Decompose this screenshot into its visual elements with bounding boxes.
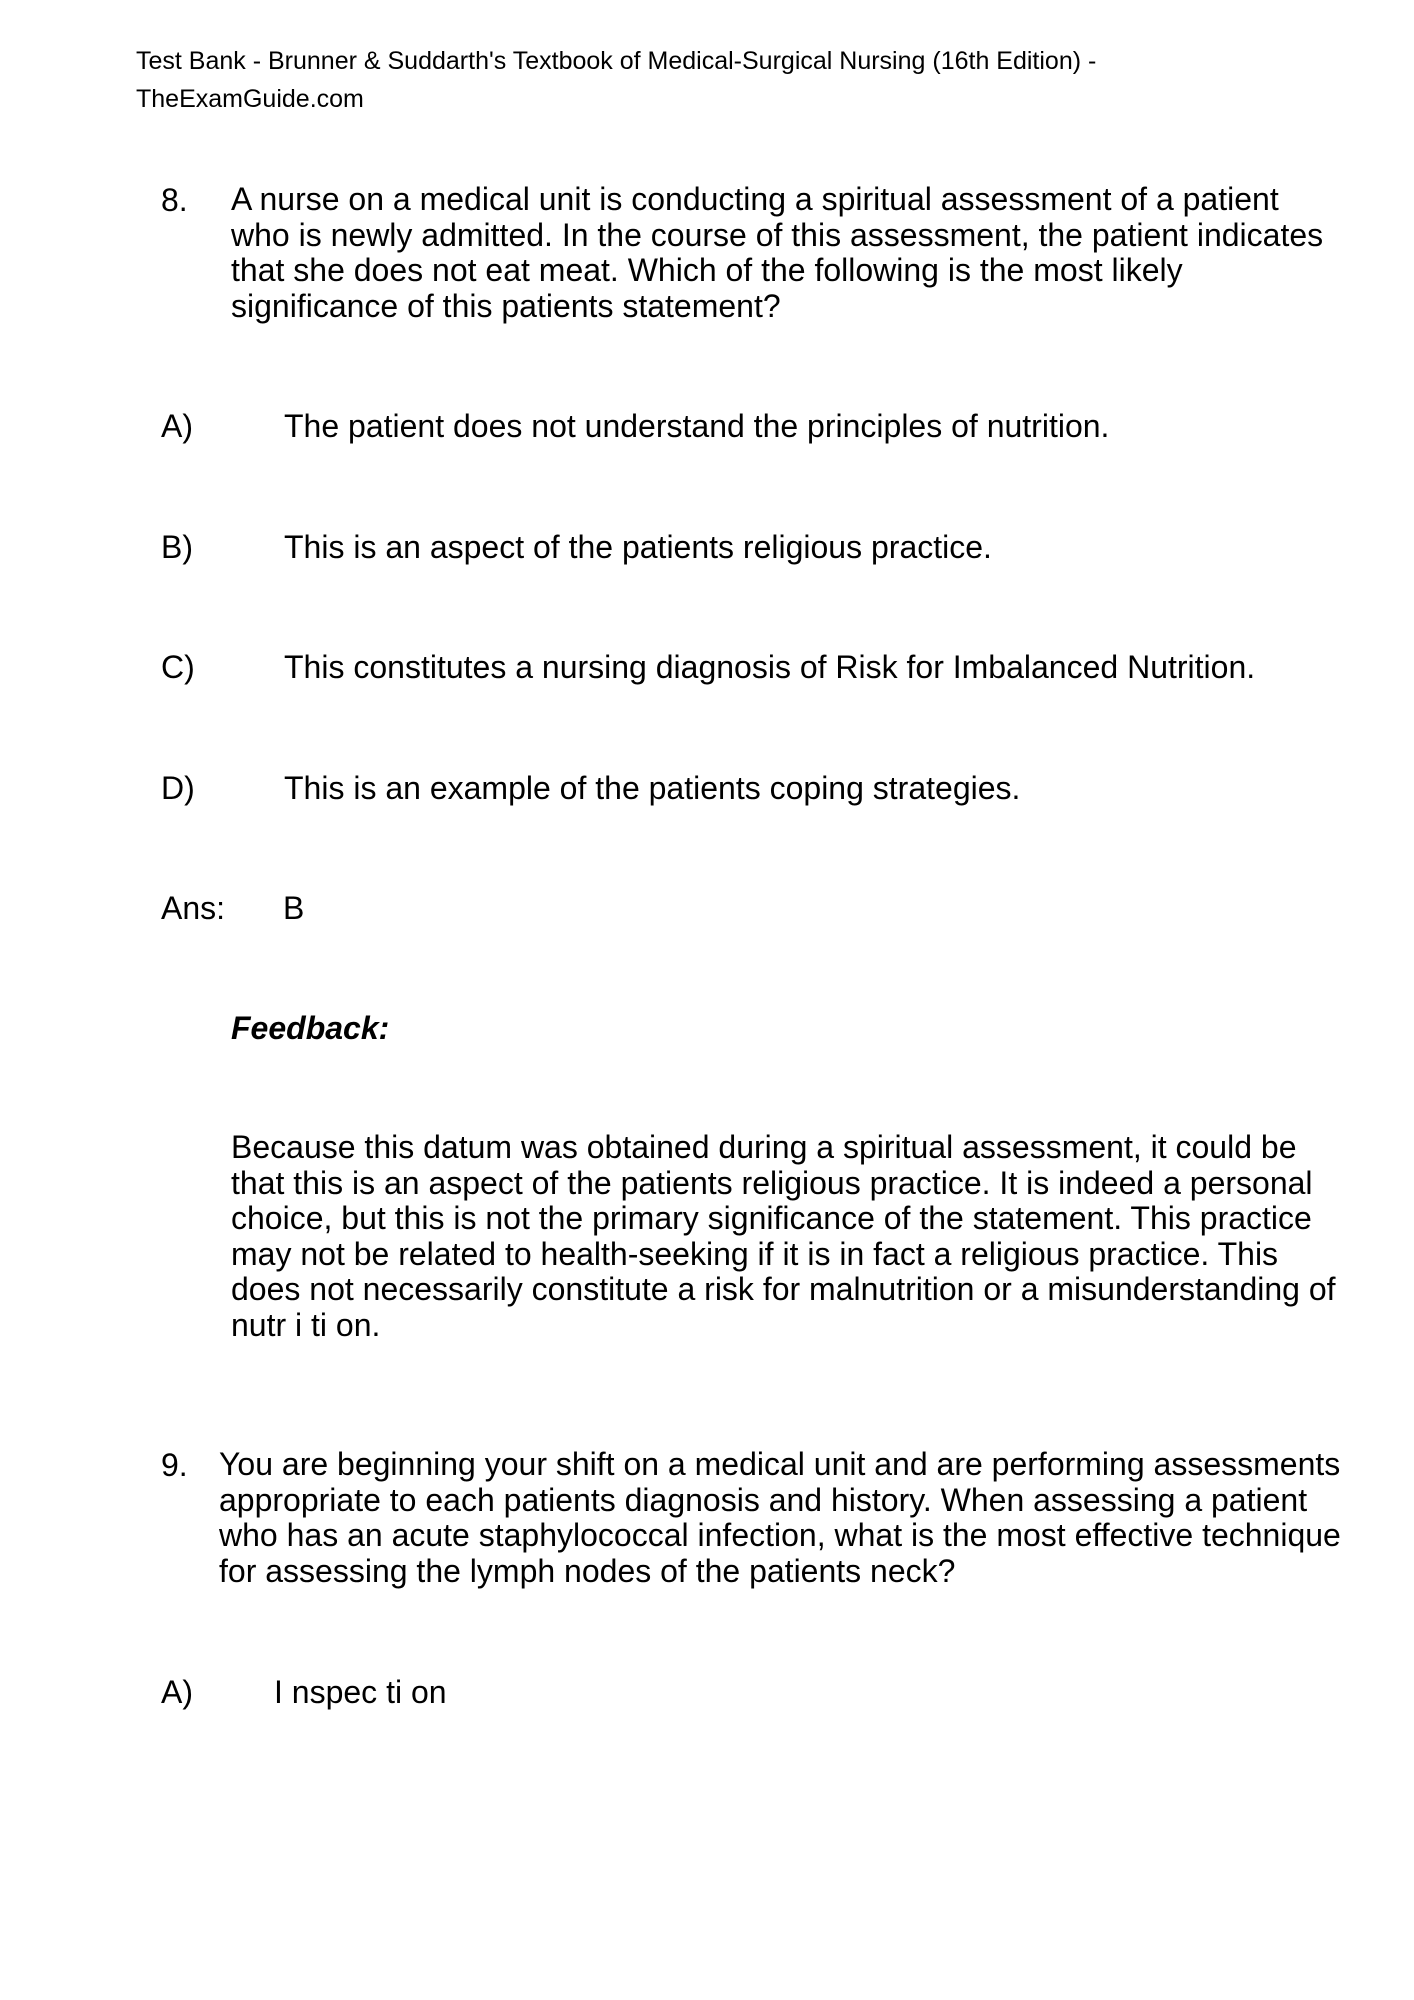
question-8-text <box>231 182 1401 324</box>
q9-option-a-letter: A) <box>161 1674 193 1710</box>
feedback-text <box>231 1130 1401 1343</box>
question-9-line: You are beginning your shift on a medical unit and are performing assessments <box>219 1446 1341 1482</box>
answer-label: Ans: <box>161 890 226 926</box>
q8-option-c-text: This constitutes a nursing diagnosis of Risk for Imbalanced Nutrition. <box>284 649 1256 685</box>
feedback-line: nutr i ti on. <box>231 1306 381 1343</box>
feedback-line: Because this datum was obtained during a spiritual assessment, it could be <box>231 1129 1297 1165</box>
header-line-2: TheExamGuide.com <box>136 85 364 113</box>
q8-option-d-text: This is an example of the patients coping strategies. <box>284 770 1021 806</box>
feedback-label: Feedback: <box>231 1010 390 1046</box>
q8-option-c-letter: C) <box>161 649 195 685</box>
question-8-line: significance of this patients statement? <box>231 287 781 324</box>
page-header <box>136 42 1316 118</box>
q8-option-d-letter: D) <box>161 770 195 806</box>
q8-option-b-letter: B) <box>161 529 193 565</box>
feedback-line: choice, but this is not the primary significance of the statement. This practice <box>231 1200 1312 1236</box>
question-9-line: for assessing the lymph nodes of the patients neck? <box>219 1552 956 1589</box>
feedback-line: that this is an aspect of the patients religious practice. It is indeed a personal <box>231 1164 1313 1201</box>
question-8-number: 8. <box>161 182 188 218</box>
feedback-line: does not necessarily constitute a risk for malnutrition or a misunderstanding of <box>231 1271 1336 1307</box>
question-9-text <box>219 1447 1409 1589</box>
question-9-number: 9. <box>161 1447 188 1483</box>
question-8-line: A nurse on a medical unit is conducting a spiritual assessment of a patient <box>231 181 1279 217</box>
question-9-line: appropriate to each patients diagnosis and history. When assessing a patient <box>219 1481 1308 1518</box>
answer-value: B <box>283 890 305 926</box>
feedback-line: may not be related to health-seeking if it is in fact a religious practice. This <box>231 1235 1279 1272</box>
q8-option-a-letter: A) <box>161 408 193 444</box>
header-line-1: Test Bank - Brunner & Suddarth's Textbook of Medical-Surgical Nursing (16th Edition) - <box>136 47 1097 75</box>
q9-option-a-text: I nspec ti on <box>274 1674 447 1710</box>
question-9-line: who has an acute staphylococcal infection, what is the most effective technique <box>219 1517 1341 1553</box>
q8-option-b-text: This is an aspect of the patients religious practice. <box>284 529 992 565</box>
question-8-line: that she does not eat meat. Which of the following is the most likely <box>231 252 1183 288</box>
q8-option-a-text: The patient does not understand the principles of nutrition. <box>284 408 1110 444</box>
question-8-line: who is newly admitted. In the course of this assessment, the patient indicates <box>231 216 1324 253</box>
